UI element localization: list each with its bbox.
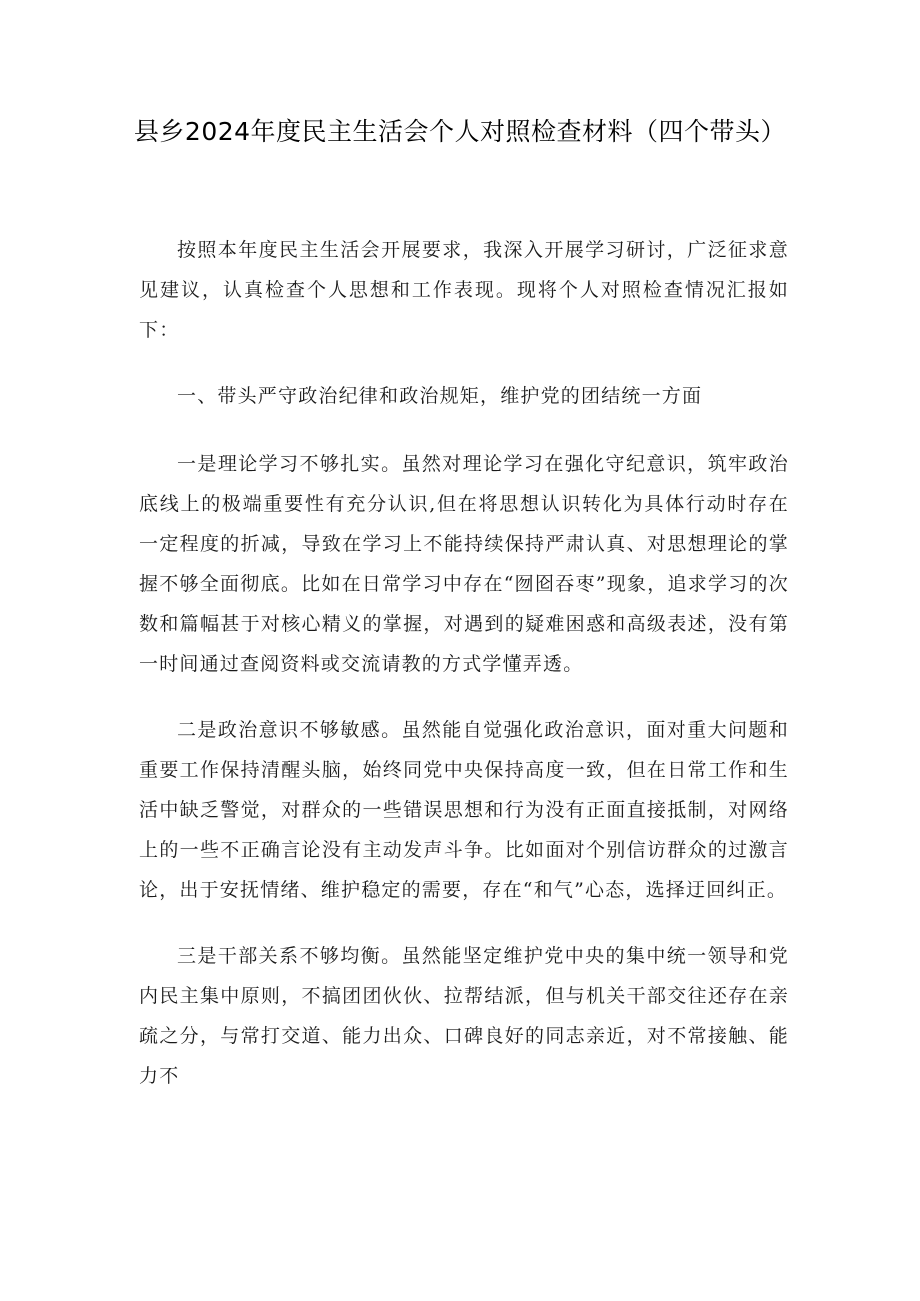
paragraph-cadre-relations: 三是干部关系不够均衡。虽然能坚定维护党中央的集中统一领导和党内民主集中原则，不搞团团伙伙、拉帮结派，但与机关干部交往还存在亲疏之分，与常打交道、能力出众、口碑良好的同志亲近，对不常接触、能力不 xyxy=(139,945,789,1087)
paragraph-political-awareness: 二是政治意识不够敏感。虽然能自觉强化政治意识，面对重大问题和重要工作保持清醒头脑，始终同党中央保持高度一致，但在日常工作和生活中缺乏警觉，对群众的一些错误思想和行为没有正面直接抵制，对网络上的一些不正确言论没有主动发声斗争。比如面对个别信访群众的过激言论，出于安抚情绪、维护稳定的需要，存在“和气”心态，选择迂回纠正。 xyxy=(139,719,789,901)
document-title: 县乡2024年度民主生活会个人对照检查材料（四个带头） xyxy=(133,117,787,146)
intro-paragraph: 按照本年度民主生活会开展要求，我深入开展学习研讨，广泛征求意见建议，认真检查个人思想和工作表现。现将个人对照检查情况汇报如下： xyxy=(139,239,789,341)
section-heading: 一、带头严守政治纪律和政治规矩，维护党的团结统一方面 xyxy=(177,385,703,407)
paragraph-theory-study: 一是理论学习不够扎实。虽然对理论学习在强化守纪意识，筑牢政治底线上的极端重要性有充分认识,但在将思想认识转化为具体行动时存在一定程度的折减，导致在学习上不能持续保持严肃认真、对思想理论的掌握不够全面彻底。比如在日常学习中存在“囫囵吞枣”现象，追求学习的次数和篇幅甚于对核心精义的掌握，对遇到的疑难困惑和高级表述，没有第一时间通过查阅资料或交流请教的方式学懂弄透。 xyxy=(139,453,789,675)
document-body xyxy=(139,230,789,1122)
